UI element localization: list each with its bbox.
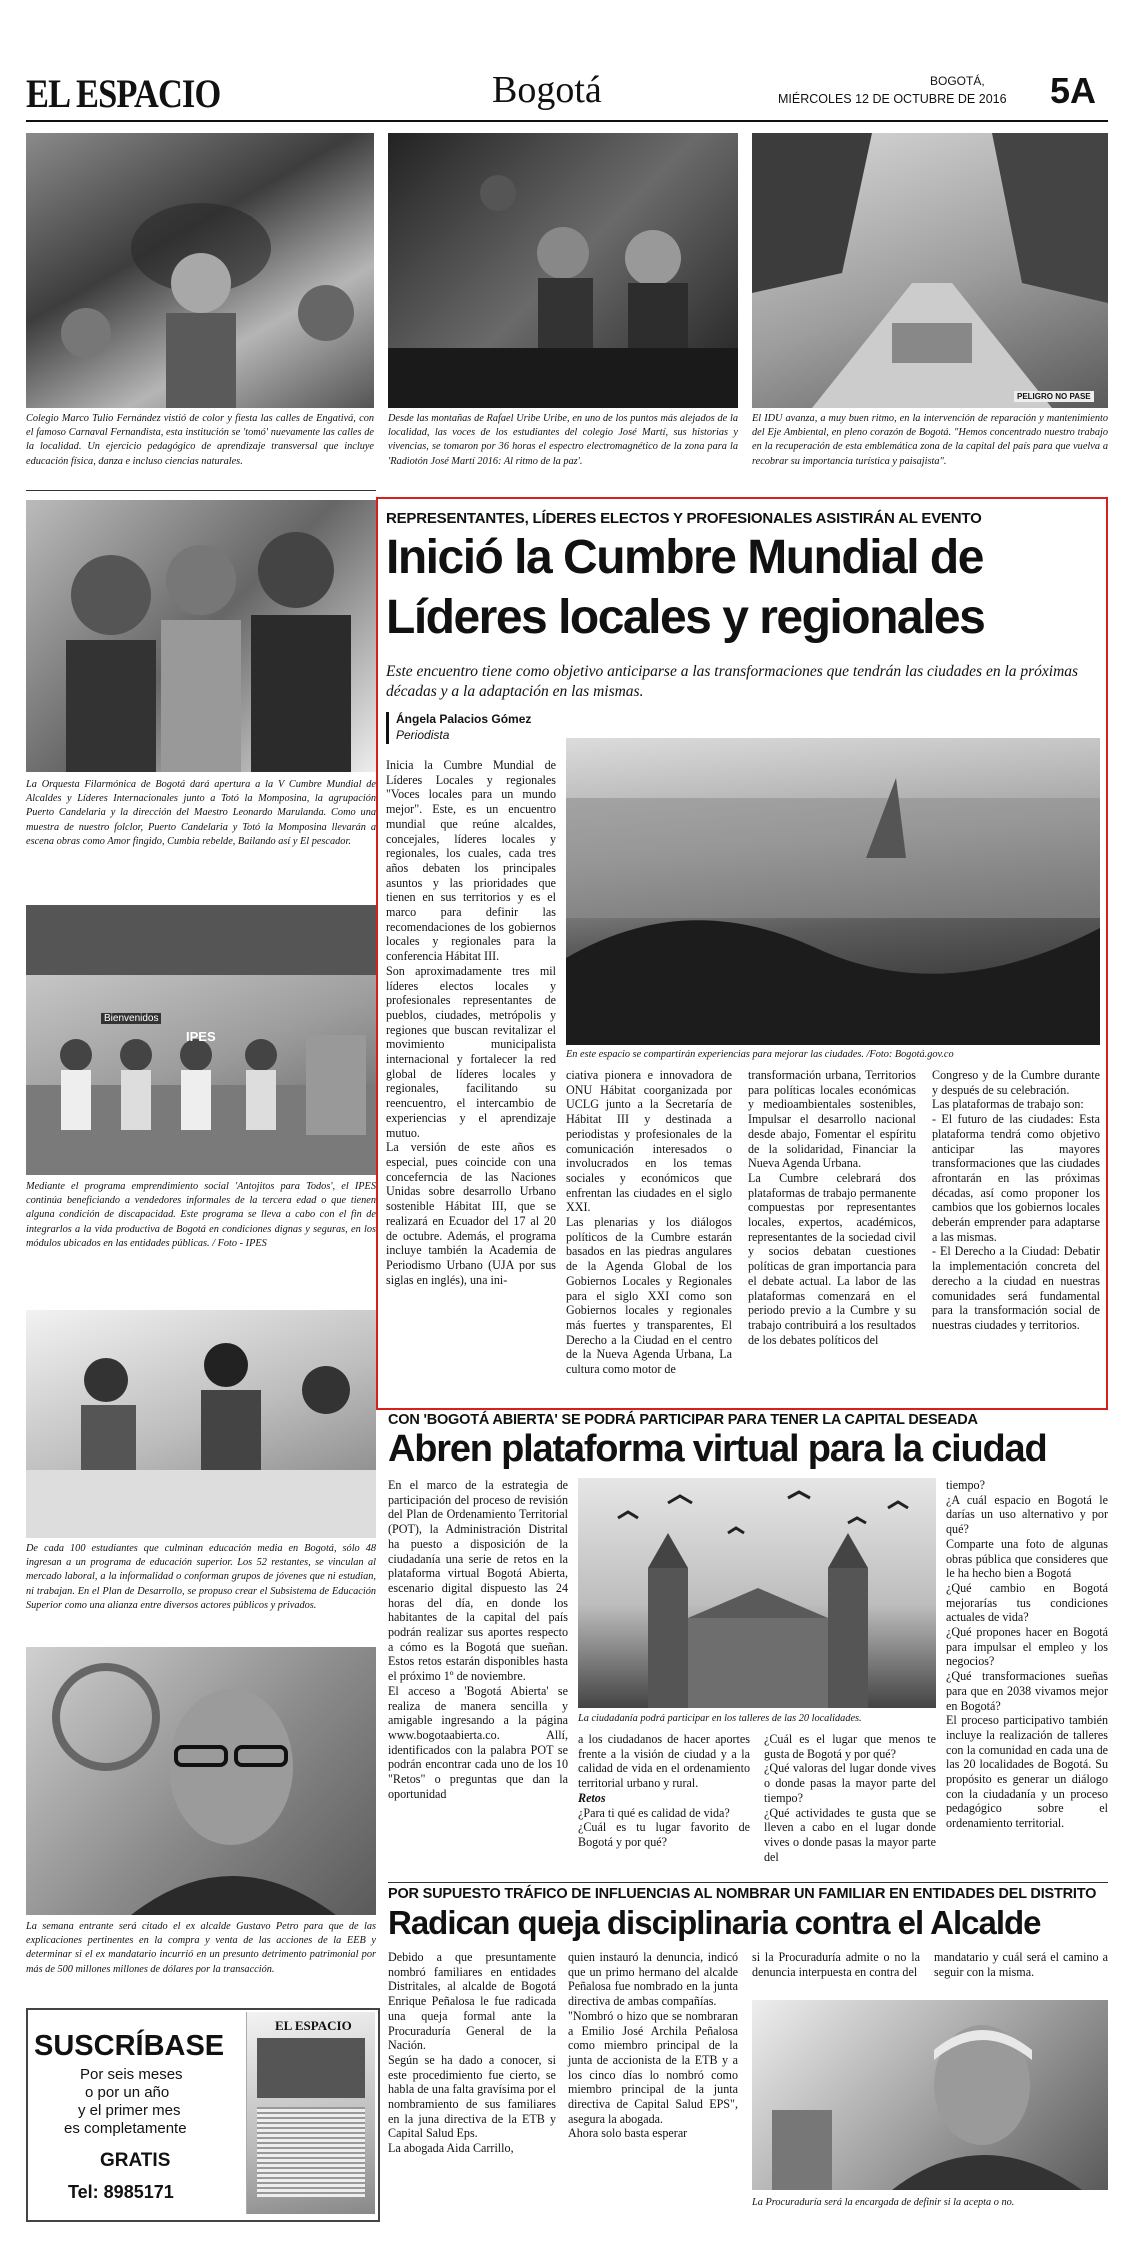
students-illustration (26, 1310, 376, 1538)
retos-label: Retos (578, 1790, 606, 1805)
caption-carnival: Colegio Marco Tulio Fernández vistió de color y fiesta las calles de Engativá, con el famoso Carnaval Fernandista, esta institución se 'tomó' nuevamente las calles de la localidad. Un ejercicio pedagógico de aprendizaje transversal que incluye educación física, danza e incluso ciencias naturales. (26, 413, 374, 467)
complaint-photo-caption: La Procuraduría será la encargada de definir si la acepta o no. (752, 2197, 1015, 2208)
eje-illustration (752, 133, 1108, 408)
newspaper-stack-image (246, 2012, 375, 2214)
feature-kicker: REPRESENTANTES, LÍDERES ELECTOS Y PROFESIONALES ASISTIRÁN AL EVENTO (386, 510, 982, 527)
caption-orchestra: La Orquesta Filarmónica de Bogotá dará apertura a la V Cumbre Mundial de Alcaldes y Líderes Internacionales junto a Totó la Momposina, la agrupación Puerto Candelaria y la dirección del Maestro Leonardo Marulanda. Como una muestra de nuestro folclor, Puerto Candelaria y Totó la Momposina llevarán a escena obras como Amor fingido, Cumbia rebelde, Bailando así y El pescador. (26, 779, 376, 847)
cathedral-illustration (578, 1478, 936, 1708)
mini-newspaper-text (257, 2107, 365, 2197)
platform-headline: Abren plataforma virtual para la ciudad (388, 1428, 1047, 1470)
radio-illustration (388, 133, 738, 408)
petro-photo (26, 1647, 376, 1915)
complaint-column-2: quien instauró la denuncia, indicó que un primo hermano del alcalde Peñalosa fue nombrado en la junta directiva de ambas compañías. "Nombró o hizo que se nombraran a Emilio José Archila Peñalosa como miembro principal de la junta de accionista de la ETB y a los cinco días lo nombró como miembro principal de la junta directiva de Capital Salud EPS", asegura la abogada. Ahora solo basta esperar (568, 1950, 738, 2141)
masthead-date: MIÉRCOLES 12 DE OCTUBRE DE 2016 (778, 92, 1007, 106)
caption-ipes: Mediante el programa emprendimiento social 'Antojitos para Todos', el IPES continúa beneficiando a vendedores informales de la tercera edad o que tienen alguna condición de discapacidad. Este programa se lleva a cabo con el fin de integrarlos a la vida productiva de Bogotá en condiciones dignas y seguras, en los módulos ubicados en las entidades públicas. / Foto - IPES (26, 1181, 376, 1249)
petro-illustration (26, 1647, 376, 1915)
complaint-column-3: si la Procuraduría admite o no la denuncia interpuesta en contra del (752, 1950, 920, 1979)
feature-deck: Este encuentro tiene como objetivo anticiparse a las transformaciones que tendrán las ciudades en la próximas décadas y a la adaptación en las mismas. (386, 663, 1079, 700)
eje-ambiental-photo (752, 133, 1108, 408)
carnival-illustration (26, 133, 374, 408)
aerial-illustration (566, 738, 1100, 1045)
ipes-welcome-sign: Bienvenidos (101, 1013, 161, 1024)
caption-eje: El IDU avanza, a muy buen ritmo, en la intervención de reparación y mantenimiento del Eje Ambiental, en pleno corazón de Bogotá. "Hemos concentrado nuestro trabajo en la recuperación de esta emblemática zona de la capital del país para que vuelva a recobrar su importancia turística y paisajista". (752, 413, 1108, 467)
masthead-rule (26, 120, 1108, 122)
platform-column-1: En el marco de la estrategia de participación del proceso de revisión del Plan de Ordenamiento Territorial (POT), la Administración Distrital ha puesto a disposición de la ciudadanía una serie de retos en la plataforma virtual Bogotá Abierta, escenario digital dispuesto las 24 horas del día, en donde los habitantes de la capital del país podrán realizar sus aportes respecto a cómo es la Bogotá que sueñan. Estos retos estarán disponibles hasta el próximo 1º de noviembre. El acceso a 'Bogotá Abierta' se realiza de manera sencilla y amigable ingresando a la página www.bogotaabierta.co. Allí, identificados con la palabra POT se podrán encontrar cada uno de los 10 "Retos" o preguntas que dan la oportunidad (388, 1478, 568, 1801)
feature-column-1: Inicia la Cumbre Mundial de Líderes Locales y regionales "Voces locales para un mundo mejor". Este, es un encuentro mundial que reúne alcaldes, concejales, líderes locales y regionales, los cuales, cada tres años debaten los principales asuntos y las prioridades que tienen en sus territorios y es el marco para definir las recomendaciones de los gobiernos locales y regionales para la conferencia Hábitat III. Son aproximadamente tres mil líderes electos locales y profesionales representantes de pueblos, ciudades, metrópolis y regiones que buscan revitalizar el movimiento municipalista internacional y fortalecer la red global de líderes locales y regionales, facilitando su reencuentro, el intercambio de experiencias y el aprendizaje mutuo. La versión de este años es especial, pues coincide con una conceferncia de las Naciones Unidas sobre desarrollo Urbano sostenible Hábitat III, que se realizará en Ecuador del 17 al 20 de octubre. Además, el programa incluye también la Academia de Periodismo Urbano (UJA por sus siglas en inglés), una ini- (386, 758, 556, 1287)
complaint-column-4: mandatario y cuál será el camino a seguir con la misma. (934, 1950, 1108, 1979)
caption-students: De cada 100 estudiantes que culminan educación media en Bogotá, sólo 48 ingresan a un programa de educación superior. Los 52 restantes, se vinculan al mercado laboral, a la informalidad o conforman grupos de jóvenes que ni estudian, ni trabajan. En el Plan de Desarrollo, se propuso crear el Subsistema de Educación Superior como una alianza entre diversos actores públicos y privados. (26, 1543, 376, 1611)
subscribe-line-3: y el primer mes (78, 2102, 181, 2119)
feature-column-3: transformación urbana, Territorios para políticas locales económicas y medioambientales sostenibles, Impulsar el desarrollo nacional desde abajo, Fomentar el espíritu de la solidaridad, Financiar la Nueva Agenda Urbana. La Cumbre celebrará dos plataformas de trabajo permanente compuestas por representantes locales, expertos, académicos, representantes de la sociedad civil y socios debatan cuestiones políticas de gran importancia para el debate actual. La labor de las plataformas comenzará en el periodo previo a la Cumbre y su trabajo contribuirá a los resultados de los debates políticos del (748, 1068, 916, 1347)
feature-author-role: Periodista (396, 728, 450, 742)
feature-photo-caption: En este espacio se compartirán experiencias para mejorar las ciudades. /Foto: Bogotá.gov.co (566, 1049, 954, 1060)
feature-headline-1: Inició la Cumbre Mundial de (386, 531, 983, 584)
platform-column-2: a los ciudadanos de hacer aportes frente a la visión de ciudad y a la calidad de vida en el ordenamiento territorial urbano y rural. Retos ¿Para ti qué es calidad de vida? ¿Cuál es tu lugar favorito de Bogotá y por qué? (578, 1732, 750, 1849)
subscribe-line-2: o por un año (85, 2084, 170, 2101)
danger-sign: PELIGRO NO PASE (1014, 391, 1094, 402)
platform-kicker: CON 'BOGOTÁ ABIERTA' SE PODRÁ PARTICIPAR PARA TENER LA CAPITAL DESEADA (388, 1412, 978, 1428)
subscribe-free: GRATIS (100, 2150, 171, 2171)
platform-column-4: tiempo? ¿A cuál espacio en Bogotá le darías un uso alternativo y por qué? Comparte una foto de algunas obras pública que consideres que le ha hecho bien a Bogotá ¿Qué cambio en Bogotá mejorarías tus condiciones actuales de vida? ¿Qué propones hacer en Bogotá para impulsar el empleo y los negocios? ¿Qué transformaciones sueñas para que en 2038 vivamos mejor en Bogotá? El proceso participativo también incluye la realización de talleres con la comunidad en cada una de las 20 localidades de Bogotá. Su propósito es generar un diálogo con la ciudadanía y un proceso pedagógico sobre el ordenamiento territorial. (946, 1478, 1108, 1831)
feature-headline-2: Líderes locales y regionales (386, 591, 985, 644)
subscription-ad[interactable] (26, 2008, 380, 2222)
complaint-kicker: POR SUPUESTO TRÁFICO DE INFLUENCIAS AL NOMBRAR UN FAMILIAR EN ENTIDADES DEL DISTRITO (388, 1886, 1097, 1902)
subscribe-line-4: es completamente (64, 2120, 187, 2137)
masthead-city: BOGOTÁ, (930, 74, 985, 88)
page-number: 5A (1050, 70, 1097, 111)
students-photo (26, 1310, 376, 1538)
platform-column-3: ¿Cuál es el lugar que menos te gusta de Bogotá y por qué? ¿Qué valoras del lugar donde vives o donde pasas la mayor parte del tiempo? ¿Qué actividades te gusta que se lleven a cabo en el lugar donde vives o donde pasas la mayor parte del (764, 1732, 936, 1864)
feature-column-4: Congreso y de la Cumbre durante y después de su celebración. Las plataformas de trabajo son: - El futuro de las ciudades: Esta plataforma tendrá como objetivo anticipar las mayores transformaciones que las ciudades afrontarán en las próximas décadas, así como proponer los cambios que los gobiernos locales deberán emprender para adaptarse a las mismas. - El Derecho a la Ciudad: Debatir la implementación concreta del derecho a la ciudad en nuestras comunidades será fundamental para la transformación social de nuestras ciudades y territorios. (932, 1068, 1100, 1332)
orchestra-photo (26, 500, 376, 772)
feature-author: Ángela Palacios Gómez (396, 712, 532, 726)
newspaper-logo: EL ESPACIO (26, 71, 221, 116)
bogota-aerial-photo (566, 738, 1100, 1045)
complaint-column-1: Debido a que presuntamente nombró familiares en entidades Distritales, al alcalde de Bogotá Enrique Peñalosa le fue radicada una queja formal ante la Procuraduría General de la Nación. Según se ha dado a conocer, si este procedimiento fue cierto, se habla de una falta gravísima por el nombramiento de sus familiares en la juna directiva de la ETB y Capital Salud Eps. La abogada Aida Carrillo, (388, 1950, 556, 2156)
top-row-divider (26, 490, 376, 491)
mini-newspaper-logo: EL ESPACIO (275, 2018, 352, 2033)
radio-students-photo (388, 133, 738, 408)
feature-column-2: ciativa pionera e innovadora de ONU Hábitat coorganizada por UCLG junto a la Secretaría de Hábitat III y destinada a periodistas y profesionales de la comunicación interesados o involucrados en los temas sociales y económicos que enfrentan las ciudades en el siglo XXI. Las plenarias y los diálogos políticos de la Cumbre estarán basados en las piedras angulares de la Agenda Global de los Gobiernos Locales y Regionales para el siglo XXI como son Gobiernos locales y regionales más fuertes y transparentes, El Derecho a la Ciudad en el centro de la Nueva Agenda Urbana, La cultura como motor de (566, 1068, 732, 1377)
mini-newspaper-photo (257, 2038, 365, 2098)
subscribe-phone[interactable]: Tel: 8985171 (68, 2182, 174, 2202)
ipes-logo: IPES (186, 1029, 216, 1044)
carnival-photo (26, 133, 374, 408)
caption-radio: Desde las montañas de Rafael Uribe Uribe, en uno de los puntos más alejados de la localidad, las voces de los estudiantes del colegio José Martí, sus historias y vivencias, se tomaron por 36 horas el espectro electromagnético de la zona para la 'Radiotón José Martí 2016: Al ritmo de la paz'. (388, 413, 738, 467)
cathedral-photo (578, 1478, 936, 1708)
byline-rule (386, 712, 389, 744)
penalosa-photo (752, 2000, 1108, 2190)
complaint-top-rule (388, 1882, 1108, 1883)
orchestra-illustration (26, 500, 376, 772)
subscribe-line-1: Por seis meses (80, 2066, 183, 2083)
platform-photo-caption: La ciudadanía podrá participar en los talleres de las 20 localidades. (578, 1713, 862, 1724)
caption-petro: La semana entrante será citado el ex alcalde Gustavo Petro para que de las explicaciones pertinentes en la compra y venta de las acciones de la EEB y determinar si el ex mandatario incurrió en un presunto detrimento patrimonial por más de 500 millones millones de dólares por la transacción. (26, 1921, 376, 1975)
complaint-headline: Radican queja disciplinaria contra el Alcalde (388, 1904, 1041, 1941)
subscribe-title: SUSCRÍBASE (34, 2030, 225, 2062)
penalosa-illustration (752, 2000, 1108, 2190)
ipes-photo (26, 905, 376, 1175)
section-title: Bogotá (492, 69, 602, 111)
